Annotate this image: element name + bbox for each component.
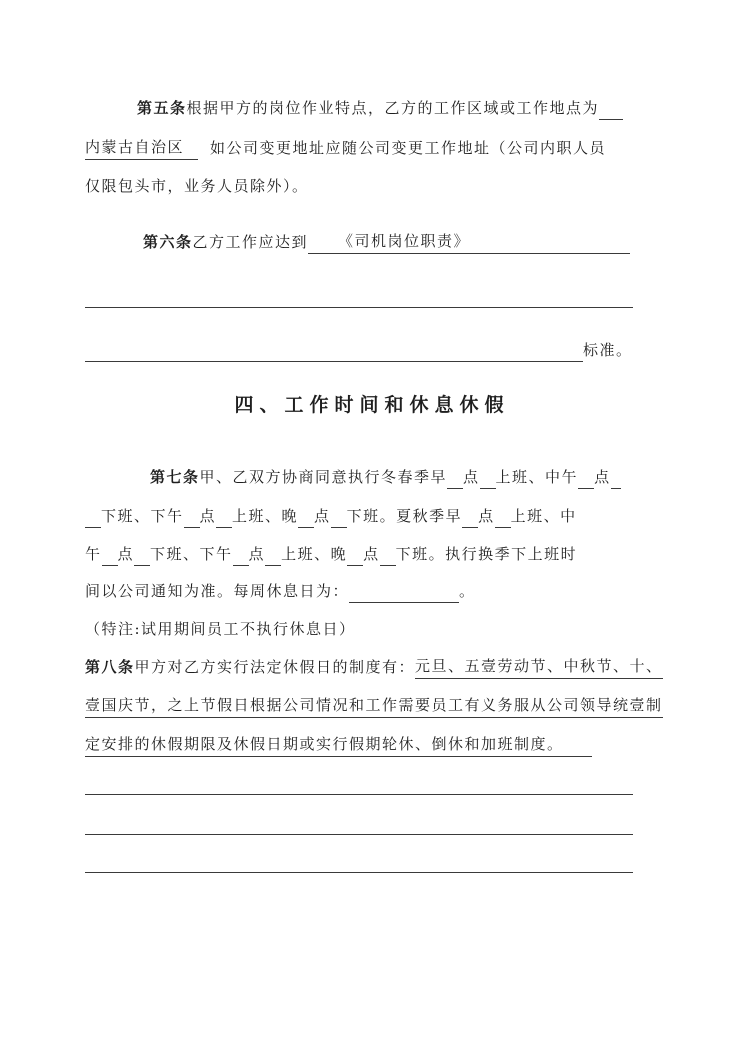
article-term: 第七条 [150,468,200,486]
fill-in-blank [331,504,347,528]
fill-in-blank [85,771,633,795]
document-line-1 [85,94,623,120]
fill-in-blank [599,96,623,120]
text-segment: 点 [463,468,480,486]
document-line-12 [85,615,356,641]
text-segment: 甲、乙双方协商同意执行冬春季早 [199,468,448,486]
text-segment: 下班。执行换季下上班时 [395,545,578,563]
fill-in-blank [85,811,633,835]
fill-in-blank [447,465,463,489]
paragraph-indent [85,466,150,489]
document-line-18 [85,847,633,873]
text-segment: 点 [248,545,266,563]
document-line-5 [85,282,633,308]
text-segment: 午 [85,545,102,563]
fill-in-blank [184,504,200,528]
text-segment: 下班、下午 [101,507,184,525]
document-line-17 [85,809,633,835]
document-line-15 [85,731,592,757]
fill-in-blank [85,338,583,362]
text-segment: 点 [363,545,380,563]
text-segment: 上班、晚 [281,545,348,563]
text-segment: 点 [314,507,331,525]
document-line-2 [85,134,606,160]
document-line-6 [85,336,633,362]
text-segment: （特注:试用期间员工不执行休息日） [85,620,356,638]
text-segment: 根据甲方的岗位作业特点，乙方的工作区域或工作地点为 [186,99,600,117]
text-segment: 下班。夏秋季早 [346,507,463,525]
fill-in-blank [85,849,633,873]
document-line-8 [85,463,621,489]
document-line-9 [85,502,577,528]
fill-in-blank [347,542,363,566]
document-line-13 [85,653,663,679]
article-term: 第六条 [143,233,193,251]
underlined-text: 壹国庆节，之上节假日根据公司情况和工作需要员工有义务服从公司领导统壹制 [85,694,663,718]
text-segment: 下班、下午 [150,545,233,563]
paragraph-indent [85,231,143,254]
article-term: 第五条 [137,99,187,117]
underlined-text: 元旦、五壹劳动节、中秋节、十、 [415,655,663,679]
fill-in-blank [134,542,150,566]
text-segment: 点 [117,545,135,563]
fill-in-blank [495,504,511,528]
underlined-text: 定安排的休假期限及休假日期或实行假期轮休、倒休和加班制度。 [85,733,564,757]
text-segment: 甲方对乙方实行法定休假日的制度有： [134,658,416,676]
fill-in-blank [265,542,281,566]
fill-in-blank [85,284,633,308]
text-segment: 点 [478,507,495,525]
text-segment: 标准。 [583,341,633,359]
fill-in-blank [308,230,338,254]
fill-in-blank [85,504,101,528]
fill-in-blank [184,136,198,160]
section-heading [0,390,744,420]
document-line-11 [85,577,476,603]
spacer [198,137,210,160]
underlined-text: 内蒙古自治区 [85,136,184,160]
article-term: 第八条 [85,658,135,676]
paragraph-indent [85,97,137,120]
underlined-text: 《司机岗位职责》 [338,230,470,254]
fill-in-blank [611,465,621,489]
text-segment: 仅限包头市，业务人员除外）。 [85,177,309,195]
text-segment: 如公司变更地址应随公司变更工作地址（公司内职人员 [210,139,607,157]
document-line-10 [85,540,577,566]
fill-in-blank [102,542,118,566]
document-line-14 [85,692,663,718]
text-segment: 上班、中午 [495,468,579,486]
fill-in-blank [349,579,459,603]
fill-in-blank [564,733,592,757]
fill-in-blank [470,230,630,254]
text-segment: 。 [459,582,476,600]
article-term: 四、工作时间和休息休假 [234,394,510,416]
fill-in-blank [380,542,396,566]
text-segment: 上班、晚 [232,507,299,525]
text-segment: 乙方工作应达到 [192,233,309,251]
fill-in-blank [216,504,232,528]
fill-in-blank [298,504,314,528]
fill-in-blank [578,465,594,489]
text-segment: 点 [199,507,217,525]
document-line-16 [85,769,633,795]
text-segment: 上班、中 [510,507,577,525]
fill-in-blank [233,542,249,566]
document-line-4 [85,228,630,254]
text-segment: 间以公司通知为准。每周休息日为： [85,582,350,600]
text-segment: 点 [594,468,611,486]
fill-in-blank [480,465,496,489]
document-line-3 [85,172,309,198]
fill-in-blank [462,504,478,528]
